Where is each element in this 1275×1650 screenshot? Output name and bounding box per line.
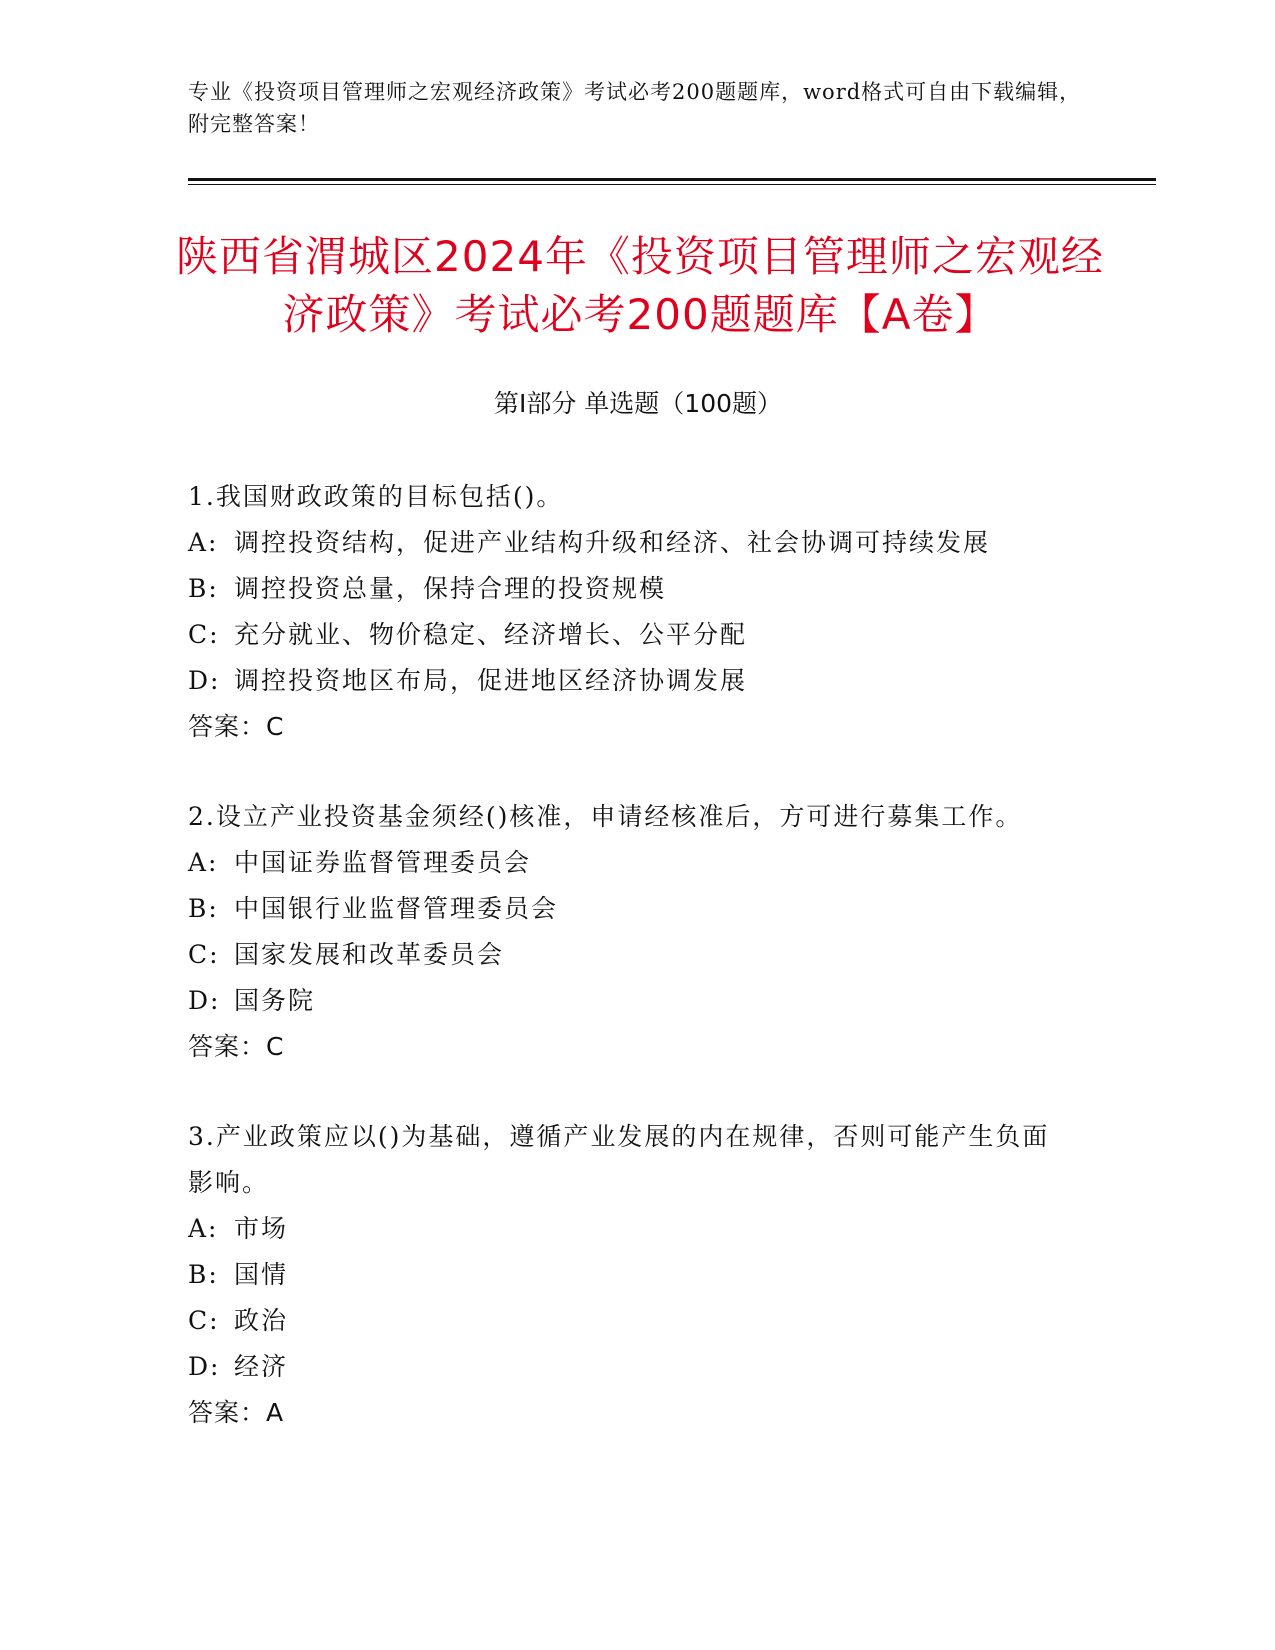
option-letter: C:	[188, 620, 220, 649]
option-text: 充分就业、物价稳定、经济增长、公平分配	[234, 620, 748, 649]
question-2	[188, 794, 1068, 1070]
option-d	[188, 658, 1068, 704]
document-title: 陕西省渭城区2024年《投资项目管理师之宏观经济政策》考试必考200题题库【A卷】	[176, 232, 1104, 339]
option-letter: B:	[188, 574, 219, 603]
question-list	[188, 474, 1068, 1480]
option-letter: C:	[188, 940, 220, 969]
option-text: 政治	[234, 1306, 289, 1335]
question-3	[188, 1114, 1068, 1436]
question-1	[188, 474, 1068, 750]
option-letter: A:	[188, 1214, 219, 1243]
option-letter: D:	[188, 666, 221, 695]
option-c	[188, 932, 1068, 978]
option-c	[188, 612, 1068, 658]
option-text: 国家发展和改革委员会	[234, 940, 505, 969]
option-letter: D:	[188, 986, 221, 1015]
option-c	[188, 1298, 1068, 1344]
option-text: 经济	[234, 1352, 289, 1381]
option-a	[188, 840, 1068, 886]
header-divider-thick	[188, 178, 1156, 181]
option-text: 调控投资结构，促进产业结构升级和经济、社会协调可持续发展	[234, 528, 991, 557]
option-text: 中国银行业监督管理委员会	[234, 894, 559, 923]
option-a	[188, 1206, 1068, 1252]
option-a	[188, 520, 1068, 566]
answer-line: 答案：C	[188, 1032, 285, 1061]
option-text: 中国证券监督管理委员会	[234, 848, 532, 877]
answer-line: 答案：C	[188, 712, 285, 741]
option-b	[188, 886, 1068, 932]
option-text: 调控投资地区布局，促进地区经济协调发展	[234, 666, 748, 695]
section-title: 第Ⅰ部分 单选题（100题）	[493, 389, 783, 418]
option-letter: A:	[188, 528, 219, 557]
option-letter: B:	[188, 894, 219, 923]
option-d	[188, 978, 1068, 1024]
option-text: 国务院	[234, 986, 316, 1015]
option-letter: A:	[188, 848, 219, 877]
option-d	[188, 1344, 1068, 1390]
header-divider-thin	[188, 184, 1156, 185]
option-b	[188, 566, 1068, 612]
question-stem: 2.设立产业投资基金须经()核准，申请经核准后，方可进行募集工作。	[188, 802, 1023, 831]
option-letter: B:	[188, 1260, 219, 1289]
option-letter: D:	[188, 1352, 221, 1381]
header-note: 专业《投资项目管理师之宏观经济政策》考试必考200题题库，word格式可自由下载编辑，附完整答案！	[188, 80, 1082, 136]
option-text: 调控投资总量，保持合理的投资规模	[234, 574, 667, 603]
option-text: 国情	[234, 1260, 289, 1289]
option-text: 市场	[234, 1214, 289, 1243]
option-b	[188, 1252, 1068, 1298]
option-letter: C:	[188, 1306, 220, 1335]
question-stem: 1.我国财政政策的目标包括()。	[188, 482, 564, 511]
question-stem: 3.产业政策应以()为基础，遵循产业发展的内在规律，否则可能产生负面影响。	[188, 1122, 1050, 1197]
answer-line: 答案：A	[188, 1398, 285, 1427]
